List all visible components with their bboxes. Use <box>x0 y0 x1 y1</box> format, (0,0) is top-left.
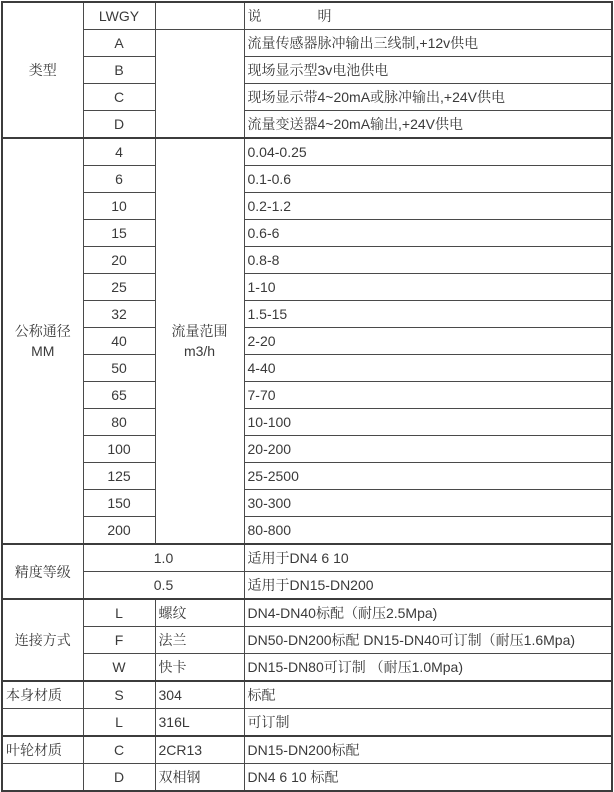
table-row <box>2 572 612 600</box>
table-row <box>2 328 612 355</box>
flow-range-cell: 1-10 <box>244 274 612 301</box>
accuracy-section-label: 精度等级 <box>2 544 83 599</box>
size-section-label <box>2 138 83 544</box>
type-section-label: 类型 <box>2 2 83 138</box>
table-row <box>2 436 612 463</box>
connection-desc-cell: DN50-DN200标配 DN15-DN40可订制（耐压1.6Mpa) <box>244 627 612 654</box>
dn-size-cell: 10 <box>83 193 155 220</box>
table-row <box>2 84 612 111</box>
material-code-cell: C <box>83 736 155 764</box>
dn-size-cell: 6 <box>83 166 155 193</box>
table-row <box>2 274 612 301</box>
table-row <box>2 247 612 274</box>
material-name-cell: 双相钢 <box>155 764 244 792</box>
size-section-label-line2: MM <box>31 343 55 359</box>
table-row <box>2 382 612 409</box>
flow-range-cell: 0.1-0.6 <box>244 166 612 193</box>
type-code-cell: A <box>83 30 155 57</box>
table-row <box>2 709 612 737</box>
impeller-material-section-label: 叶轮材质 <box>2 736 83 764</box>
dn-size-cell: 65 <box>83 382 155 409</box>
flow-range-cell: 80-800 <box>244 517 612 545</box>
flow-range-cell: 30-300 <box>244 490 612 517</box>
flow-range-label <box>155 138 244 544</box>
connection-desc-cell: DN4-DN40标配（耐压2.5Mpa) <box>244 599 612 627</box>
table-row <box>2 166 612 193</box>
flow-range-cell: 7-70 <box>244 382 612 409</box>
dn-size-cell: 20 <box>83 247 155 274</box>
dn-size-cell: 125 <box>83 463 155 490</box>
dn-size-cell: 50 <box>83 355 155 382</box>
dn-size-cell: 150 <box>83 490 155 517</box>
empty-cell <box>155 2 244 30</box>
accuracy-grade-cell: 0.5 <box>83 572 244 600</box>
table-row <box>2 30 612 57</box>
table-row <box>2 544 612 572</box>
type-code-cell: D <box>83 111 155 139</box>
connection-desc-cell: DN15-DN80可订制 （耐压1.0Mpa) <box>244 654 612 682</box>
flow-range-label-line1: 流量范围 <box>171 323 228 339</box>
table-row <box>2 654 612 682</box>
flow-range-cell: 0.8-8 <box>244 247 612 274</box>
table-row <box>2 627 612 654</box>
table-row <box>2 764 612 792</box>
type-code-cell: C <box>83 84 155 111</box>
material-name-cell: 316L <box>155 709 244 737</box>
type-desc-cell: 流量传感器脉冲输出三线制,+12v供电 <box>244 30 612 57</box>
empty-cell <box>155 30 244 139</box>
dn-size-cell: 4 <box>83 138 155 166</box>
connection-code-cell: L <box>83 599 155 627</box>
body-material-section-label: 本身材质 <box>2 681 83 709</box>
material-code-cell: D <box>83 764 155 792</box>
material-desc-cell: 可订制 <box>244 709 612 737</box>
table-row <box>2 736 612 764</box>
type-desc-cell: 流量变送器4~20mA输出,+24V供电 <box>244 111 612 139</box>
material-name-cell: 2CR13 <box>155 736 244 764</box>
flow-range-cell: 25-2500 <box>244 463 612 490</box>
table-row <box>2 355 612 382</box>
accuracy-desc-cell: 适用于DN15-DN200 <box>244 572 612 600</box>
flow-range-cell: 0.6-6 <box>244 220 612 247</box>
material-code-cell: L <box>83 709 155 737</box>
type-desc-cell: 现场显示型3v电池供电 <box>244 57 612 84</box>
table-row <box>2 409 612 436</box>
material-desc-cell: 标配 <box>244 681 612 709</box>
model-code-cell: LWGY <box>83 2 155 30</box>
dn-size-cell: 80 <box>83 409 155 436</box>
accuracy-grade-cell: 1.0 <box>83 544 244 572</box>
flow-range-cell: 0.2-1.2 <box>244 193 612 220</box>
description-header: 说 明 <box>244 2 612 30</box>
flow-range-cell: 2-20 <box>244 328 612 355</box>
table-row <box>2 463 612 490</box>
table-row <box>2 220 612 247</box>
accuracy-desc-cell: 适用于DN4 6 10 <box>244 544 612 572</box>
material-code-cell: S <box>83 681 155 709</box>
flowmeter-spec-table <box>1 1 613 792</box>
flow-range-label-line2: m3/h <box>183 343 216 359</box>
table-row <box>2 517 612 545</box>
table-row <box>2 111 612 139</box>
dn-size-cell: 200 <box>83 517 155 545</box>
dn-size-cell: 25 <box>83 274 155 301</box>
flow-range-cell: 0.04-0.25 <box>244 138 612 166</box>
table-row <box>2 57 612 84</box>
flow-range-cell: 4-40 <box>244 355 612 382</box>
table-row <box>2 599 612 627</box>
material-name-cell: 304 <box>155 681 244 709</box>
connection-code-cell: W <box>83 654 155 682</box>
type-code-cell: B <box>83 57 155 84</box>
material-desc-cell: DN15-DN200标配 <box>244 736 612 764</box>
connection-name-cell: 快卡 <box>155 654 244 682</box>
table-row <box>2 193 612 220</box>
dn-size-cell: 15 <box>83 220 155 247</box>
flow-range-cell: 1.5-15 <box>244 301 612 328</box>
dn-size-cell: 40 <box>83 328 155 355</box>
dn-size-cell: 32 <box>83 301 155 328</box>
table-row <box>2 138 612 166</box>
table-row <box>2 490 612 517</box>
table-row <box>2 2 612 30</box>
connection-section-label: 连接方式 <box>2 599 83 681</box>
size-section-label-line1: 公称通径 <box>14 323 71 339</box>
empty-cell <box>2 709 83 737</box>
flow-range-cell: 20-200 <box>244 436 612 463</box>
table-row <box>2 681 612 709</box>
table-row <box>2 301 612 328</box>
connection-code-cell: F <box>83 627 155 654</box>
material-desc-cell: DN4 6 10 标配 <box>244 764 612 792</box>
empty-cell <box>2 764 83 792</box>
dn-size-cell: 100 <box>83 436 155 463</box>
connection-name-cell: 法兰 <box>155 627 244 654</box>
flow-range-cell: 10-100 <box>244 409 612 436</box>
connection-name-cell: 螺纹 <box>155 599 244 627</box>
type-desc-cell: 现场显示带4~20mA或脉冲输出,+24V供电 <box>244 84 612 111</box>
